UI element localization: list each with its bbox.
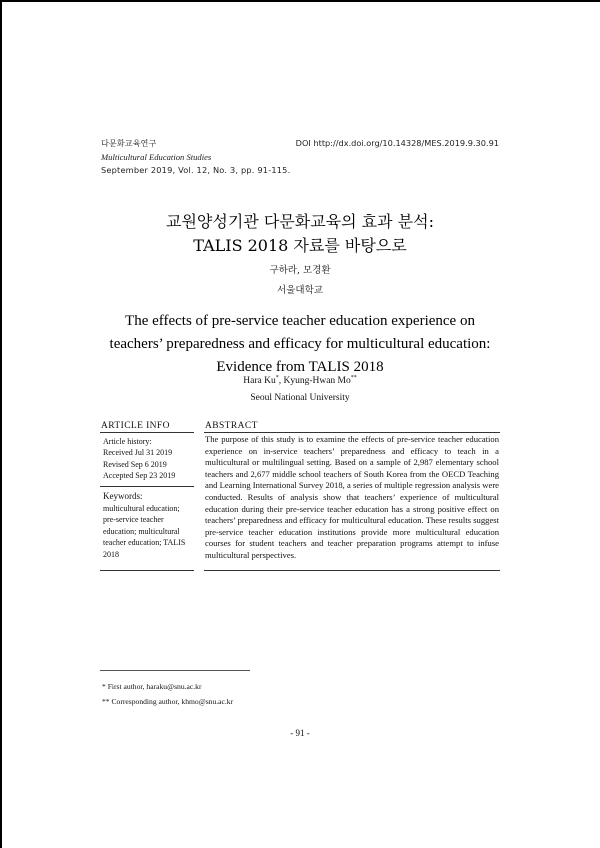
abstract-body: The purpose of this study is to examine the effects of pre-service teacher education experience on in-service teachers’ preparedness and efficacy to teach in a multicultural or multilingual setting. Based on a sample of 2,987 elementary school teachers and 2,677 middle school teachers of South Korea from the OECD Teaching and Learning International Survey 2018, a series of multiple regression analysis were conducted. Results of analysis show that teachers’ experience of multicultural education during their pre-service teacher education has a strong positive effect on teachers’ preparedness and efficacy for multicultural education. These results suggest pre-service teacher education institutions provide more multicultural education courses for student teachers and teacher preparation programs attempt to infuse multicultural perspectives. [205, 434, 499, 560]
english-authors [100, 375, 500, 386]
korean-title-line-1: 교원양성기관 다문화교육의 효과 분석: [166, 212, 434, 231]
english-title-line-1: The effects of pre-service teacher education experience on [125, 313, 475, 329]
keywords-label: Keywords: [103, 491, 143, 501]
author-2: Kyung-Hwan Mo [283, 376, 351, 387]
keyword-line: education; multicultural [103, 526, 180, 536]
author-2-mark: ** [350, 375, 357, 381]
journal-name-english: Multicultural Education Studies [101, 152, 212, 162]
keyword-line: 2018 [103, 549, 119, 559]
abstract-rule-top [204, 432, 500, 433]
korean-title [100, 210, 500, 258]
keyword-line: pre-service teacher [103, 515, 164, 525]
author-1-mark: * [275, 375, 279, 381]
article-info-rule-bottom [100, 570, 194, 571]
issue-info: September 2019, Vol. 12, No. 3, pp. 91-115. [101, 165, 291, 175]
keywords-rule [100, 486, 194, 487]
korean-affiliation: 서울대학교 [277, 285, 323, 296]
abstract-heading: ABSTRACT [205, 421, 258, 431]
english-title [100, 310, 500, 379]
history-accepted: Accepted Sep 23 2019 [103, 471, 176, 481]
article-info-heading: ARTICLE INFO [101, 421, 170, 431]
history-received: Received Jul 31 2019 [103, 448, 173, 458]
history-revised: Revised Sep 6 2019 [103, 459, 167, 469]
history-label: Article history: [103, 437, 152, 446]
english-title-line-3: Evidence from TALIS 2018 [216, 359, 384, 375]
author-separator: , [278, 376, 284, 387]
author-1: Hara Ku [243, 376, 276, 387]
english-affiliation: Seoul National University [250, 393, 350, 403]
article-history [103, 436, 195, 482]
english-title-line-2: teachers’ preparedness and efficacy for multicultural education: [109, 336, 491, 352]
abstract-rule-bottom [204, 570, 500, 571]
korean-title-line-2: TALIS 2018 자료를 바탕으로 [193, 236, 407, 255]
footnote-separator [100, 670, 250, 671]
keyword-line: multicultural education; [103, 504, 180, 513]
journal-name-korean: 다문화교육연구 [101, 138, 157, 148]
keywords-list [103, 503, 195, 560]
article-info-rule-top [100, 432, 194, 433]
keyword-line: teacher education; TALIS [103, 538, 186, 548]
page-number: - 91 - [290, 728, 310, 738]
footnote-first-author: * First author, haraku@snu.ac.kr [102, 682, 202, 691]
korean-authors: 구하라, 모경환 [269, 265, 331, 276]
doi-link[interactable]: DOI http://dx.doi.org/10.14328/MES.2019.9.30.91 [295, 138, 499, 148]
footnote-corresponding-author: ** Corresponding author, khmo@snu.ac.kr [102, 697, 234, 706]
